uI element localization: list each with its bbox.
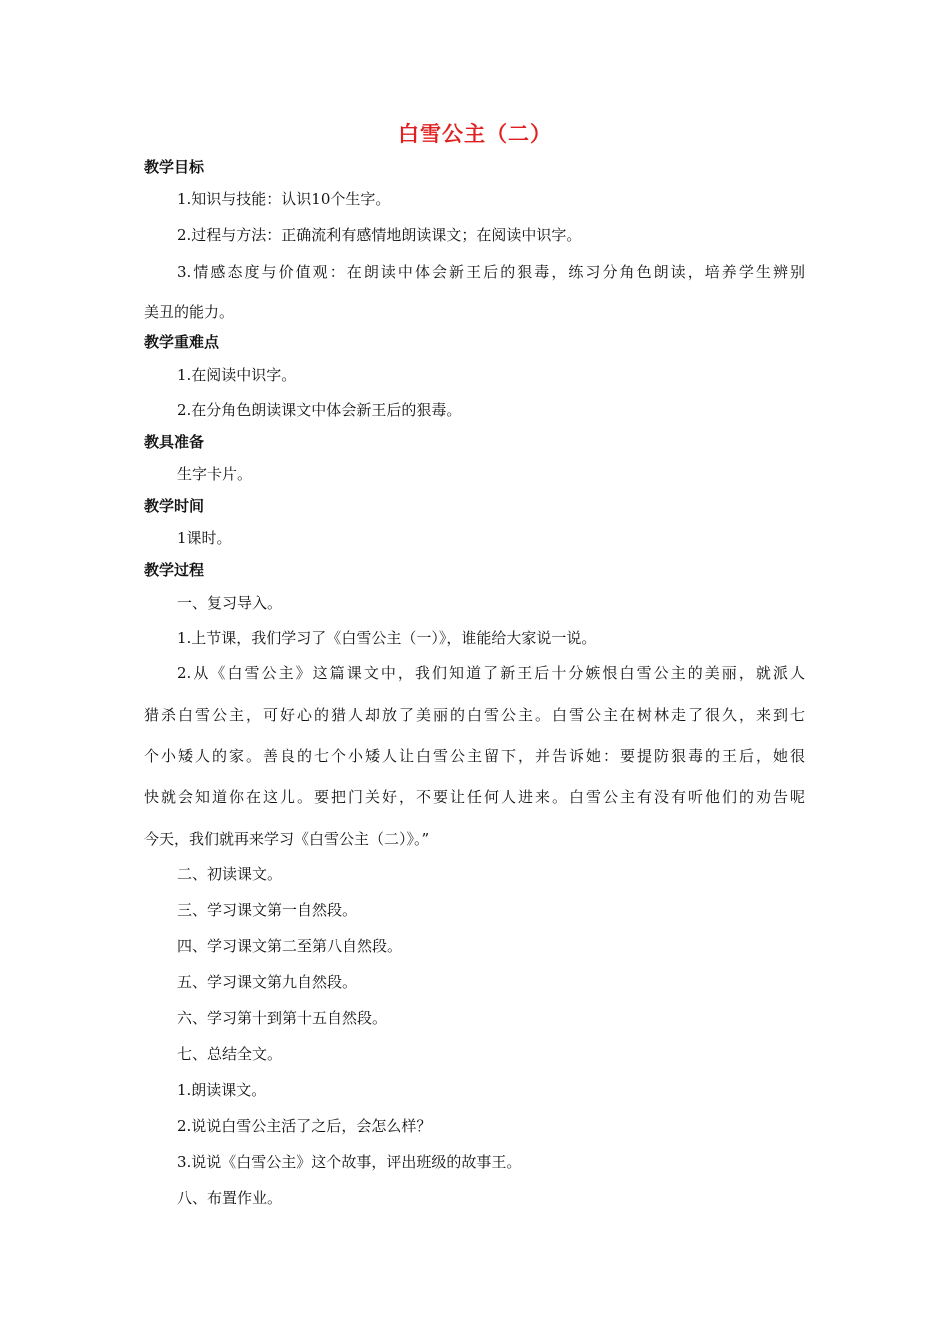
process-step-1-item-1: 1.上节课，我们学习了《白雪公主（一）》，谁能给大家说一说。	[177, 629, 597, 647]
process-step-7-item-1: 1.朗读课文。	[177, 1081, 267, 1099]
process-step-1-item-2-line-4: 快就会知道你在这儿。要把门关好，不要让任何人进来。白雪公主有没有听他们的劝告呢	[144, 788, 805, 806]
time-text: 1课时。	[177, 529, 232, 547]
process-step-3: 三、学习课文第一自然段。	[177, 901, 358, 919]
process-step-4: 四、学习课文第二至第八自然段。	[177, 937, 403, 955]
objectives-item-1: 1.知识与技能：认识10个生字。	[177, 190, 391, 208]
process-step-2: 二、初读课文。	[177, 865, 283, 883]
objectives-item-2: 2.过程与方法：正确流利有感情地朗读课文；在阅读中识字。	[177, 226, 582, 244]
process-step-8: 八、布置作业。	[177, 1189, 283, 1207]
heading-materials: 教具准备	[144, 433, 205, 451]
process-step-1-item-2-line-2: 猎杀白雪公主，可好心的猎人却放了美丽的白雪公主。白雪公主在树林走了很久，来到七	[144, 706, 805, 724]
process-step-1: 一、复习导入。	[177, 594, 283, 612]
objectives-item-3-line-2: 美丑的能力。	[144, 303, 235, 321]
process-step-1-item-2-line-3: 个小矮人的家。善良的七个小矮人让白雪公主留下，并告诉她：要提防狠毒的王后，她很	[144, 747, 805, 765]
materials-text: 生字卡片。	[177, 465, 253, 483]
heading-objectives: 教学目标	[144, 158, 205, 176]
process-step-1-item-2-line-5: 今天，我们就再来学习《白雪公主（二）》。”	[144, 830, 430, 848]
key-points-item-1: 1.在阅读中识字。	[177, 366, 297, 384]
process-step-7: 七、总结全文。	[177, 1045, 283, 1063]
heading-process: 教学过程	[144, 561, 205, 579]
objectives-item-3-line-1: 3.情感态度与价值观：在朗读中体会新王后的狠毒，练习分角色朗读，培养学生辨别	[177, 263, 805, 281]
key-points-item-2: 2.在分角色朗读课文中体会新王后的狠毒。	[177, 401, 462, 419]
process-step-7-item-3: 3.说说《白雪公主》这个故事，评出班级的故事王。	[177, 1153, 522, 1171]
process-step-1-item-2-line-1: 2.从《白雪公主》这篇课文中，我们知道了新王后十分嫉恨白雪公主的美丽，就派人	[177, 664, 805, 682]
process-step-7-item-2: 2.说说白雪公主活了之后，会怎么样？	[177, 1117, 432, 1135]
document-title: 白雪公主（二）	[398, 122, 552, 146]
process-step-5: 五、学习课文第九自然段。	[177, 973, 358, 991]
heading-key-points: 教学重难点	[144, 333, 220, 351]
process-step-6: 六、学习第十到第十五自然段。	[177, 1009, 388, 1027]
heading-time: 教学时间	[144, 497, 205, 515]
